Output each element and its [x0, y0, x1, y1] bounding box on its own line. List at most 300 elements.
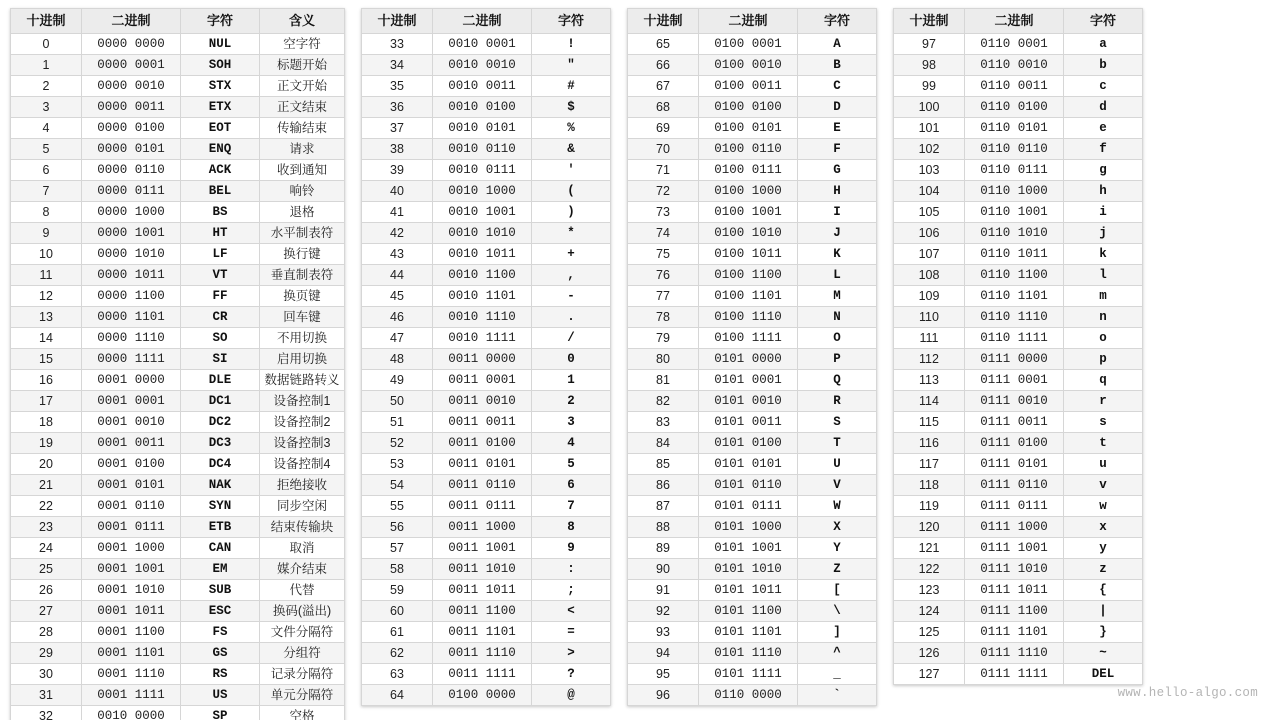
cell-dec: 39	[362, 160, 433, 181]
table-row	[628, 370, 877, 391]
cell-dec: 72	[628, 181, 699, 202]
cell-chr: h	[1064, 181, 1143, 202]
table-row	[628, 580, 877, 601]
cell-bin: 0100 1101	[699, 286, 798, 307]
cell-chr: |	[1064, 601, 1143, 622]
table-row	[362, 370, 611, 391]
cell-dec: 89	[628, 538, 699, 559]
cell-chr: DLE	[181, 370, 260, 391]
cell-dec: 93	[628, 622, 699, 643]
cell-bin: 0001 0100	[82, 454, 181, 475]
cell-bin: 0000 1000	[82, 202, 181, 223]
cell-bin: 0001 1001	[82, 559, 181, 580]
column-header-chr: 字符	[1064, 9, 1143, 34]
cell-dec: 77	[628, 286, 699, 307]
table-row	[362, 391, 611, 412]
table-row	[362, 223, 611, 244]
cell-chr: m	[1064, 286, 1143, 307]
table-row	[11, 307, 345, 328]
cell-dec: 92	[628, 601, 699, 622]
table-row	[362, 475, 611, 496]
cell-bin: 0110 1001	[965, 202, 1064, 223]
cell-mean: 数据链路转义	[260, 370, 345, 391]
cell-chr: [	[798, 580, 877, 601]
table-row	[894, 265, 1143, 286]
cell-bin: 0000 1101	[82, 307, 181, 328]
cell-chr: RS	[181, 664, 260, 685]
cell-dec: 9	[11, 223, 82, 244]
cell-dec: 90	[628, 559, 699, 580]
cell-chr: s	[1064, 412, 1143, 433]
table-row	[628, 118, 877, 139]
column-header-bin: 二进制	[699, 9, 798, 34]
cell-chr: 5	[532, 454, 611, 475]
cell-bin: 0100 0000	[433, 685, 532, 706]
table-row	[628, 97, 877, 118]
cell-chr: DC1	[181, 391, 260, 412]
cell-chr: STX	[181, 76, 260, 97]
cell-chr: g	[1064, 160, 1143, 181]
cell-bin: 0010 0010	[433, 55, 532, 76]
cell-chr: DEL	[1064, 664, 1143, 685]
cell-bin: 0101 0111	[699, 496, 798, 517]
table-row	[11, 223, 345, 244]
cell-mean: 标题开始	[260, 55, 345, 76]
table-row	[894, 55, 1143, 76]
cell-chr: Z	[798, 559, 877, 580]
table-row	[628, 244, 877, 265]
cell-mean: 响铃	[260, 181, 345, 202]
cell-chr: N	[798, 307, 877, 328]
cell-dec: 113	[894, 370, 965, 391]
table-row	[628, 601, 877, 622]
table-row	[11, 244, 345, 265]
cell-chr: u	[1064, 454, 1143, 475]
cell-bin: 0111 1010	[965, 559, 1064, 580]
cell-dec: 115	[894, 412, 965, 433]
table-row	[11, 706, 345, 720]
cell-chr: G	[798, 160, 877, 181]
cell-dec: 103	[894, 160, 965, 181]
cell-dec: 54	[362, 475, 433, 496]
cell-bin: 0001 0000	[82, 370, 181, 391]
cell-dec: 97	[894, 34, 965, 55]
cell-mean: 设备控制1	[260, 391, 345, 412]
cell-dec: 43	[362, 244, 433, 265]
table-row	[11, 202, 345, 223]
cell-bin: 0100 1110	[699, 307, 798, 328]
cell-dec: 64	[362, 685, 433, 706]
cell-bin: 0011 0111	[433, 496, 532, 517]
table-row	[628, 76, 877, 97]
cell-chr: )	[532, 202, 611, 223]
ascii-table-4	[893, 8, 1143, 685]
cell-chr: D	[798, 97, 877, 118]
cell-dec: 110	[894, 307, 965, 328]
column-header-chr: 字符	[532, 9, 611, 34]
cell-dec: 75	[628, 244, 699, 265]
table-row	[362, 286, 611, 307]
table-row	[628, 349, 877, 370]
cell-dec: 121	[894, 538, 965, 559]
cell-dec: 36	[362, 97, 433, 118]
cell-bin: 0100 0111	[699, 160, 798, 181]
cell-bin: 0111 1000	[965, 517, 1064, 538]
table-row	[894, 286, 1143, 307]
cell-dec: 108	[894, 265, 965, 286]
cell-bin: 0110 0101	[965, 118, 1064, 139]
cell-dec: 25	[11, 559, 82, 580]
cell-bin: 0001 1000	[82, 538, 181, 559]
cell-dec: 57	[362, 538, 433, 559]
cell-chr: NUL	[181, 34, 260, 55]
cell-mean: 文件分隔符	[260, 622, 345, 643]
table-row	[362, 118, 611, 139]
cell-dec: 117	[894, 454, 965, 475]
table-row	[11, 160, 345, 181]
cell-dec: 76	[628, 265, 699, 286]
cell-bin: 0000 1111	[82, 349, 181, 370]
cell-dec: 126	[894, 643, 965, 664]
cell-chr: .	[532, 307, 611, 328]
cell-chr: p	[1064, 349, 1143, 370]
table-row	[11, 139, 345, 160]
cell-bin: 0011 1100	[433, 601, 532, 622]
cell-dec: 47	[362, 328, 433, 349]
cell-chr: f	[1064, 139, 1143, 160]
cell-chr: 1	[532, 370, 611, 391]
cell-dec: 70	[628, 139, 699, 160]
cell-bin: 0100 1000	[699, 181, 798, 202]
cell-dec: 119	[894, 496, 965, 517]
cell-bin: 0100 1011	[699, 244, 798, 265]
cell-chr: -	[532, 286, 611, 307]
cell-bin: 0011 1101	[433, 622, 532, 643]
cell-dec: 61	[362, 622, 433, 643]
table-row	[362, 34, 611, 55]
table-header-row	[894, 9, 1143, 34]
table-row	[11, 34, 345, 55]
table-row	[362, 412, 611, 433]
cell-chr: L	[798, 265, 877, 286]
cell-dec: 63	[362, 664, 433, 685]
table-row	[11, 55, 345, 76]
cell-bin: 0010 0101	[433, 118, 532, 139]
cell-chr: ^	[798, 643, 877, 664]
cell-chr: +	[532, 244, 611, 265]
table-row	[894, 97, 1143, 118]
table-row	[11, 349, 345, 370]
cell-dec: 58	[362, 559, 433, 580]
cell-bin: 0111 0001	[965, 370, 1064, 391]
cell-dec: 83	[628, 412, 699, 433]
table-row	[628, 643, 877, 664]
cell-bin: 0110 0111	[965, 160, 1064, 181]
cell-chr: b	[1064, 55, 1143, 76]
table-row	[628, 685, 877, 706]
cell-bin: 0001 0001	[82, 391, 181, 412]
cell-bin: 0100 1010	[699, 223, 798, 244]
cell-chr: FS	[181, 622, 260, 643]
table-row	[11, 118, 345, 139]
cell-chr: o	[1064, 328, 1143, 349]
cell-bin: 0110 1101	[965, 286, 1064, 307]
cell-dec: 62	[362, 643, 433, 664]
cell-dec: 42	[362, 223, 433, 244]
cell-chr: A	[798, 34, 877, 55]
cell-dec: 14	[11, 328, 82, 349]
cell-bin: 0111 1011	[965, 580, 1064, 601]
cell-chr: VT	[181, 265, 260, 286]
table-row	[628, 139, 877, 160]
cell-bin: 0000 0000	[82, 34, 181, 55]
cell-dec: 50	[362, 391, 433, 412]
table-row	[894, 559, 1143, 580]
cell-bin: 0000 1110	[82, 328, 181, 349]
cell-mean: 收到通知	[260, 160, 345, 181]
cell-bin: 0101 0101	[699, 454, 798, 475]
cell-bin: 0101 0000	[699, 349, 798, 370]
table-row	[894, 307, 1143, 328]
cell-dec: 8	[11, 202, 82, 223]
cell-bin: 0010 1010	[433, 223, 532, 244]
cell-bin: 0011 0110	[433, 475, 532, 496]
cell-bin: 0011 0011	[433, 412, 532, 433]
cell-dec: 29	[11, 643, 82, 664]
cell-chr: NAK	[181, 475, 260, 496]
cell-chr: GS	[181, 643, 260, 664]
cell-bin: 0010 0011	[433, 76, 532, 97]
cell-chr: US	[181, 685, 260, 706]
cell-bin: 0111 0000	[965, 349, 1064, 370]
cell-dec: 125	[894, 622, 965, 643]
cell-dec: 78	[628, 307, 699, 328]
table-row	[628, 55, 877, 76]
cell-bin: 0010 0110	[433, 139, 532, 160]
cell-dec: 31	[11, 685, 82, 706]
table-header-row	[628, 9, 877, 34]
cell-dec: 84	[628, 433, 699, 454]
cell-bin: 0000 1010	[82, 244, 181, 265]
cell-bin: 0101 1111	[699, 664, 798, 685]
cell-bin: 0000 0011	[82, 97, 181, 118]
table-row	[362, 454, 611, 475]
table-row	[362, 622, 611, 643]
cell-bin: 0010 0100	[433, 97, 532, 118]
cell-bin: 0101 0010	[699, 391, 798, 412]
table-row	[628, 496, 877, 517]
cell-bin: 0011 1011	[433, 580, 532, 601]
table-row	[11, 76, 345, 97]
cell-dec: 32	[11, 706, 82, 720]
cell-bin: 0011 0001	[433, 370, 532, 391]
cell-dec: 111	[894, 328, 965, 349]
cell-dec: 85	[628, 454, 699, 475]
cell-mean: 正文开始	[260, 76, 345, 97]
cell-chr: @	[532, 685, 611, 706]
cell-chr: K	[798, 244, 877, 265]
cell-chr: HT	[181, 223, 260, 244]
table-row	[362, 580, 611, 601]
cell-dec: 17	[11, 391, 82, 412]
cell-bin: 0101 1100	[699, 601, 798, 622]
cell-mean: 空格	[260, 706, 345, 720]
table-row	[628, 517, 877, 538]
cell-chr: ETX	[181, 97, 260, 118]
cell-dec: 30	[11, 664, 82, 685]
cell-bin: 0110 1010	[965, 223, 1064, 244]
cell-dec: 55	[362, 496, 433, 517]
cell-dec: 86	[628, 475, 699, 496]
ascii-table	[893, 8, 1143, 685]
cell-bin: 0010 0000	[82, 706, 181, 720]
cell-bin: 0011 1000	[433, 517, 532, 538]
cell-dec: 56	[362, 517, 433, 538]
cell-bin: 0011 0101	[433, 454, 532, 475]
cell-dec: 38	[362, 139, 433, 160]
cell-bin: 0110 1000	[965, 181, 1064, 202]
cell-bin: 0111 0100	[965, 433, 1064, 454]
cell-bin: 0110 0110	[965, 139, 1064, 160]
cell-dec: 81	[628, 370, 699, 391]
cell-dec: 106	[894, 223, 965, 244]
cell-dec: 116	[894, 433, 965, 454]
table-row	[628, 412, 877, 433]
table-row	[894, 370, 1143, 391]
cell-bin: 0001 1011	[82, 601, 181, 622]
table-row	[628, 622, 877, 643]
table-row	[362, 202, 611, 223]
cell-chr: F	[798, 139, 877, 160]
cell-chr: SOH	[181, 55, 260, 76]
cell-dec: 65	[628, 34, 699, 55]
cell-dec: 3	[11, 97, 82, 118]
table-row	[894, 496, 1143, 517]
cell-dec: 7	[11, 181, 82, 202]
cell-dec: 60	[362, 601, 433, 622]
cell-chr: SYN	[181, 496, 260, 517]
cell-bin: 0010 1100	[433, 265, 532, 286]
table-row	[628, 286, 877, 307]
table-row	[362, 160, 611, 181]
cell-chr: 8	[532, 517, 611, 538]
column-header-dec: 十进制	[628, 9, 699, 34]
cell-dec: 114	[894, 391, 965, 412]
table-row	[628, 160, 877, 181]
table-row	[894, 160, 1143, 181]
cell-bin: 0001 1100	[82, 622, 181, 643]
cell-dec: 0	[11, 34, 82, 55]
table-row	[894, 202, 1143, 223]
cell-chr: n	[1064, 307, 1143, 328]
cell-dec: 112	[894, 349, 965, 370]
cell-mean: 正文结束	[260, 97, 345, 118]
cell-chr: LF	[181, 244, 260, 265]
table-row	[11, 664, 345, 685]
cell-bin: 0001 1010	[82, 580, 181, 601]
cell-chr: 2	[532, 391, 611, 412]
cell-chr: q	[1064, 370, 1143, 391]
cell-dec: 79	[628, 328, 699, 349]
table-row	[362, 97, 611, 118]
cell-bin: 0000 0100	[82, 118, 181, 139]
table-row	[894, 181, 1143, 202]
cell-dec: 26	[11, 580, 82, 601]
cell-dec: 95	[628, 664, 699, 685]
cell-bin: 0010 0111	[433, 160, 532, 181]
table-row	[362, 643, 611, 664]
table-row	[362, 433, 611, 454]
cell-chr: %	[532, 118, 611, 139]
cell-chr: \	[798, 601, 877, 622]
table-row	[362, 307, 611, 328]
cell-chr: SO	[181, 328, 260, 349]
table-row	[628, 34, 877, 55]
cell-chr: E	[798, 118, 877, 139]
cell-bin: 0010 0001	[433, 34, 532, 55]
cell-mean: 水平制表符	[260, 223, 345, 244]
table-row	[362, 685, 611, 706]
cell-dec: 123	[894, 580, 965, 601]
cell-chr: ,	[532, 265, 611, 286]
cell-bin: 0010 1011	[433, 244, 532, 265]
table-row	[894, 475, 1143, 496]
cell-dec: 15	[11, 349, 82, 370]
cell-dec: 1	[11, 55, 82, 76]
cell-dec: 6	[11, 160, 82, 181]
table-row	[11, 643, 345, 664]
cell-bin: 0101 0100	[699, 433, 798, 454]
cell-chr: {	[1064, 580, 1143, 601]
cell-dec: 59	[362, 580, 433, 601]
column-header-dec: 十进制	[11, 9, 82, 34]
cell-chr: 6	[532, 475, 611, 496]
table-row	[362, 517, 611, 538]
table-row	[894, 76, 1143, 97]
cell-dec: 66	[628, 55, 699, 76]
cell-chr: S	[798, 412, 877, 433]
table-row	[894, 244, 1143, 265]
table-row	[628, 181, 877, 202]
cell-dec: 23	[11, 517, 82, 538]
cell-bin: 0110 0000	[699, 685, 798, 706]
cell-bin: 0110 0001	[965, 34, 1064, 55]
cell-bin: 0111 1110	[965, 643, 1064, 664]
cell-chr: 0	[532, 349, 611, 370]
table-row	[894, 622, 1143, 643]
cell-chr: FF	[181, 286, 260, 307]
cell-dec: 46	[362, 307, 433, 328]
cell-chr: BS	[181, 202, 260, 223]
cell-dec: 53	[362, 454, 433, 475]
cell-dec: 52	[362, 433, 433, 454]
cell-bin: 0110 0100	[965, 97, 1064, 118]
cell-bin: 0001 0110	[82, 496, 181, 517]
cell-chr: $	[532, 97, 611, 118]
cell-mean: 请求	[260, 139, 345, 160]
cell-mean: 取消	[260, 538, 345, 559]
cell-chr: ~	[1064, 643, 1143, 664]
cell-dec: 5	[11, 139, 82, 160]
table-row	[362, 76, 611, 97]
cell-bin: 0000 1100	[82, 286, 181, 307]
table-row	[362, 265, 611, 286]
cell-bin: 0100 0101	[699, 118, 798, 139]
cell-dec: 109	[894, 286, 965, 307]
cell-mean: 代替	[260, 580, 345, 601]
cell-bin: 0101 0011	[699, 412, 798, 433]
cell-chr: BEL	[181, 181, 260, 202]
